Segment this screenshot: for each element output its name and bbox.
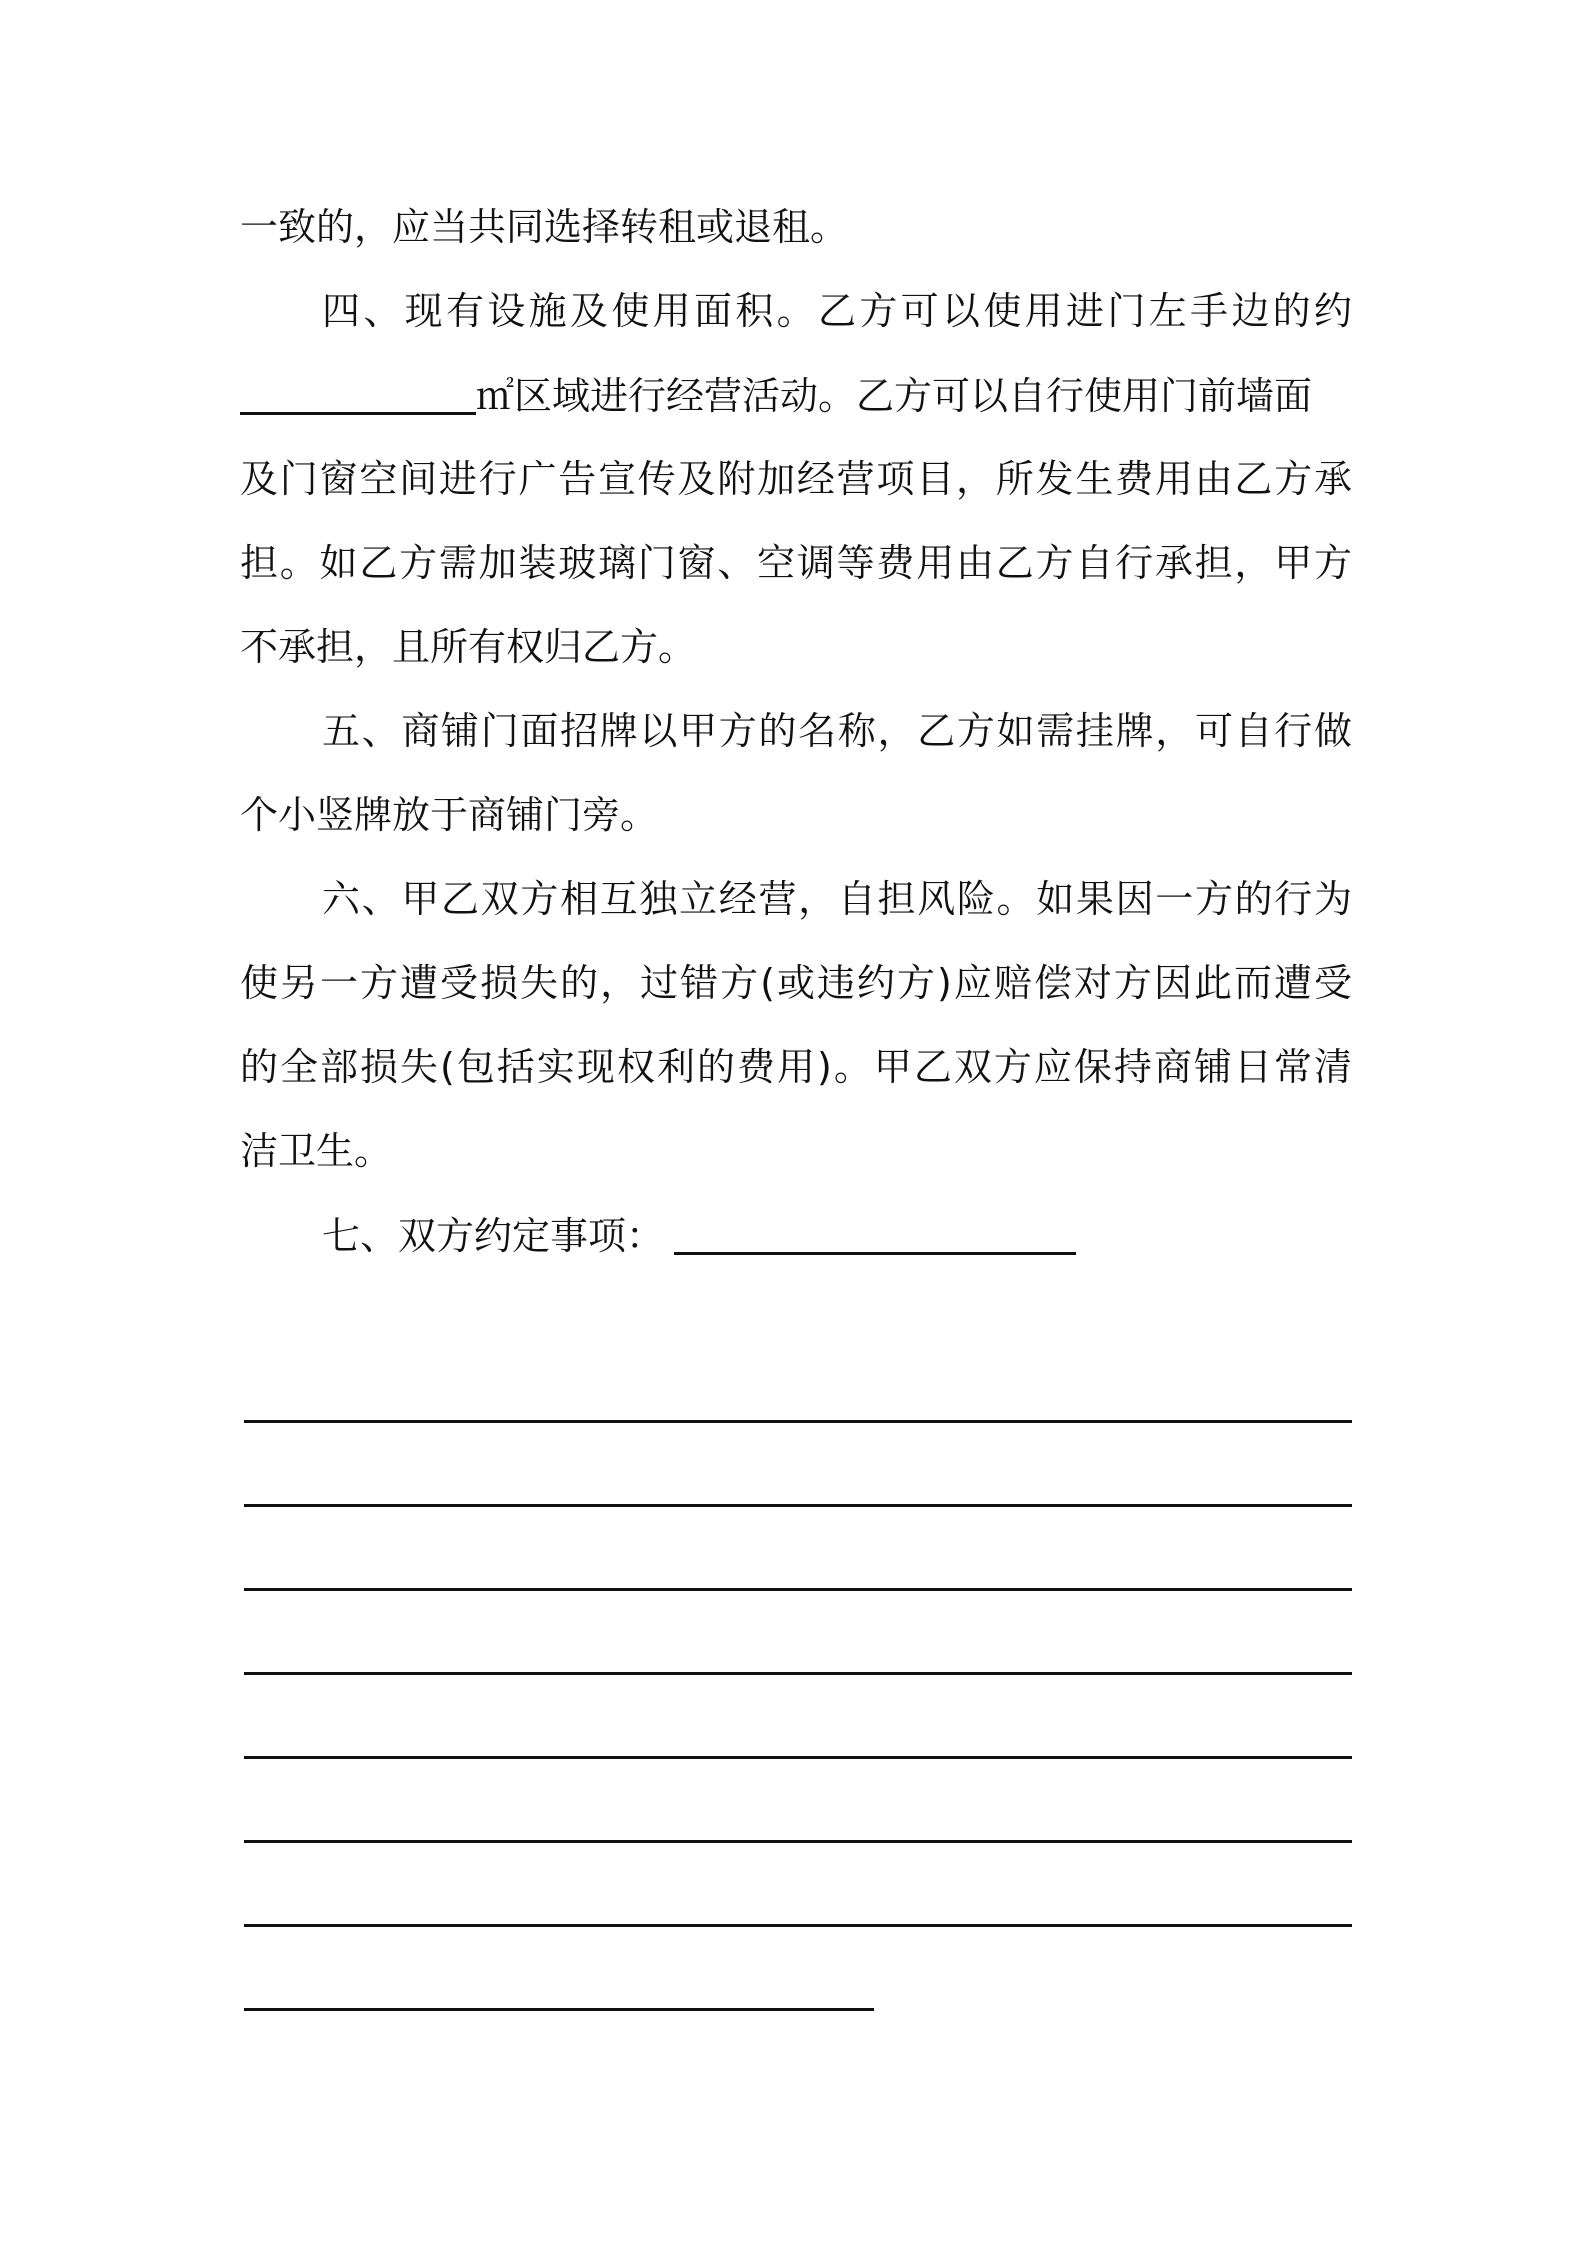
clause-4-line-2 [240,374,1352,418]
agreed-items-blank [674,1216,1076,1255]
blank-rule-7 [244,1924,1352,1927]
blank-rule-2 [244,1504,1352,1507]
clause-6-line-3: 的全部损失(包括实现权利的费用)。甲乙双方应保持商铺日常清 [240,1045,1352,1089]
clause-4-line-5: 不承担，且所有权归乙方。 [240,625,697,669]
clause-6-line-4: 洁卫生。 [240,1129,393,1173]
clause-4-line-2-text: ㎡区域进行经营活动。乙方可以自行使用门前墙面 [476,374,1313,418]
area-blank [240,376,476,415]
clause-4-line-1: 四、现有设施及使用面积。乙方可以使用进门左手边的约 [322,289,1352,333]
blank-rule-5 [244,1756,1352,1759]
clause-6-line-1: 六、甲乙双方相互独立经营，自担风险。如果因一方的行为 [322,877,1352,921]
blank-rule-3 [244,1588,1352,1591]
blank-rule-8 [244,2008,874,2011]
clause-4-line-3: 及门窗空间进行广告宣传及附加经营项目，所发生费用由乙方承 [240,457,1352,501]
clause-5-line-2: 个小竖牌放于商铺门旁。 [240,793,659,837]
clause-7-label: 七、双方约定事项： [322,1214,665,1258]
clause-7-line-1 [322,1214,1352,1258]
blank-rule-1 [244,1420,1352,1423]
blank-rule-4 [244,1672,1352,1675]
blank-rule-6 [244,1840,1352,1843]
clause-6-line-2: 使另一方遭受损失的，过错方(或违约方)应赔偿对方因此而遭受 [240,961,1352,1005]
clause-4-line-4: 担。如乙方需加装玻璃门窗、空调等费用由乙方自行承担，甲方 [240,541,1352,585]
clause-5-line-1: 五、商铺门面招牌以甲方的名称，乙方如需挂牌，可自行做 [322,709,1352,753]
text-line-1: 一致的，应当共同选择转租或退租。 [240,205,849,249]
